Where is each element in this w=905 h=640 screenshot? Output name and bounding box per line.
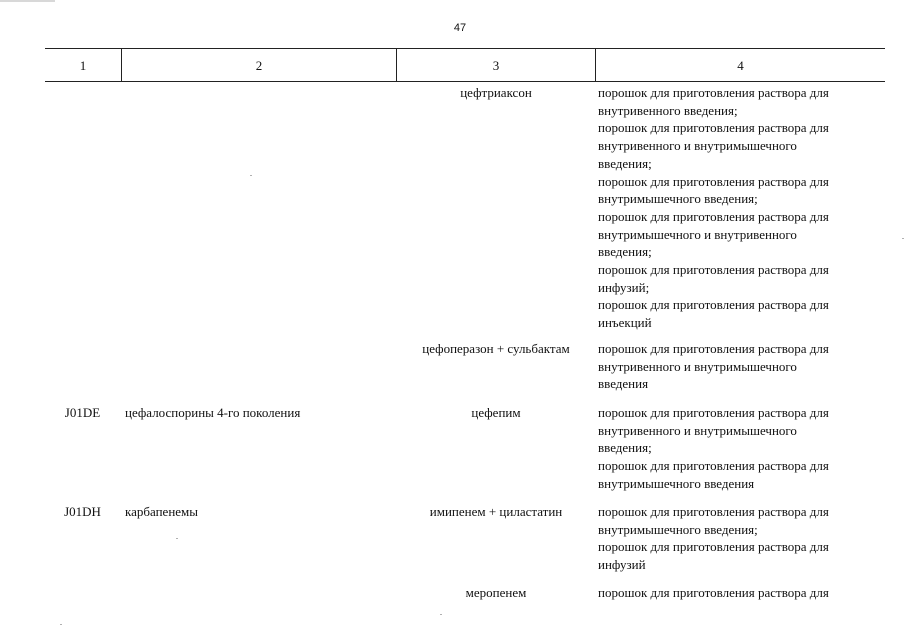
scan-artifact-mark — [0, 0, 55, 2]
atc-code: J01DE — [64, 405, 101, 420]
column-header-2: 2 — [255, 58, 263, 73]
column-header-3: 3 — [492, 58, 500, 73]
drug-name: меропенем — [465, 585, 527, 600]
atc-group-name: цефалоспорины 4-го поколения — [125, 405, 301, 420]
dosage-forms: порошок для приготовления раствора для внутривенного и внутримышечного введения; порошок для приготовления раствора для внутримышечного введения — [598, 405, 829, 491]
drug-name: цефоперазон + сульбактам — [422, 341, 570, 356]
drug-name: цефепим — [471, 405, 521, 420]
scan-speck — [176, 538, 178, 539]
scan-speck — [250, 175, 252, 176]
column-header-1: 1 — [79, 58, 87, 73]
column-header-4: 4 — [737, 58, 744, 73]
atc-group-name: карбапенемы — [125, 504, 199, 519]
table-header-row — [45, 48, 885, 82]
scan-speck — [902, 238, 904, 239]
atc-code: J01DH — [64, 504, 101, 519]
page-number: 47 — [453, 22, 467, 34]
drug-name: имипенем + циластатин — [429, 504, 563, 519]
dosage-forms: порошок для приготовления раствора для внутримышечного введения; порошок для приготовления раствора для инфузий — [598, 504, 829, 573]
scan-speck — [60, 624, 62, 625]
drug-name: цефтриаксон — [460, 85, 532, 100]
dosage-forms: порошок для приготовления раствора для — [598, 585, 829, 600]
dosage-forms: порошок для приготовления раствора для внутривенного введения; порошок для приготовления раствора для внутривенного и внутримышечного введения; порошок для приготовления раствора для внутримышечного введения; порошок для приготовления раствора для внутримышечного и внутривенного введения; порошок для приготовления раствора для инфузий; порошок для приготовления раствора для инъекций — [598, 85, 829, 331]
dosage-forms: порошок для приготовления раствора для внутривенного и внутримышечного введения — [598, 341, 829, 392]
scan-speck — [440, 614, 442, 615]
